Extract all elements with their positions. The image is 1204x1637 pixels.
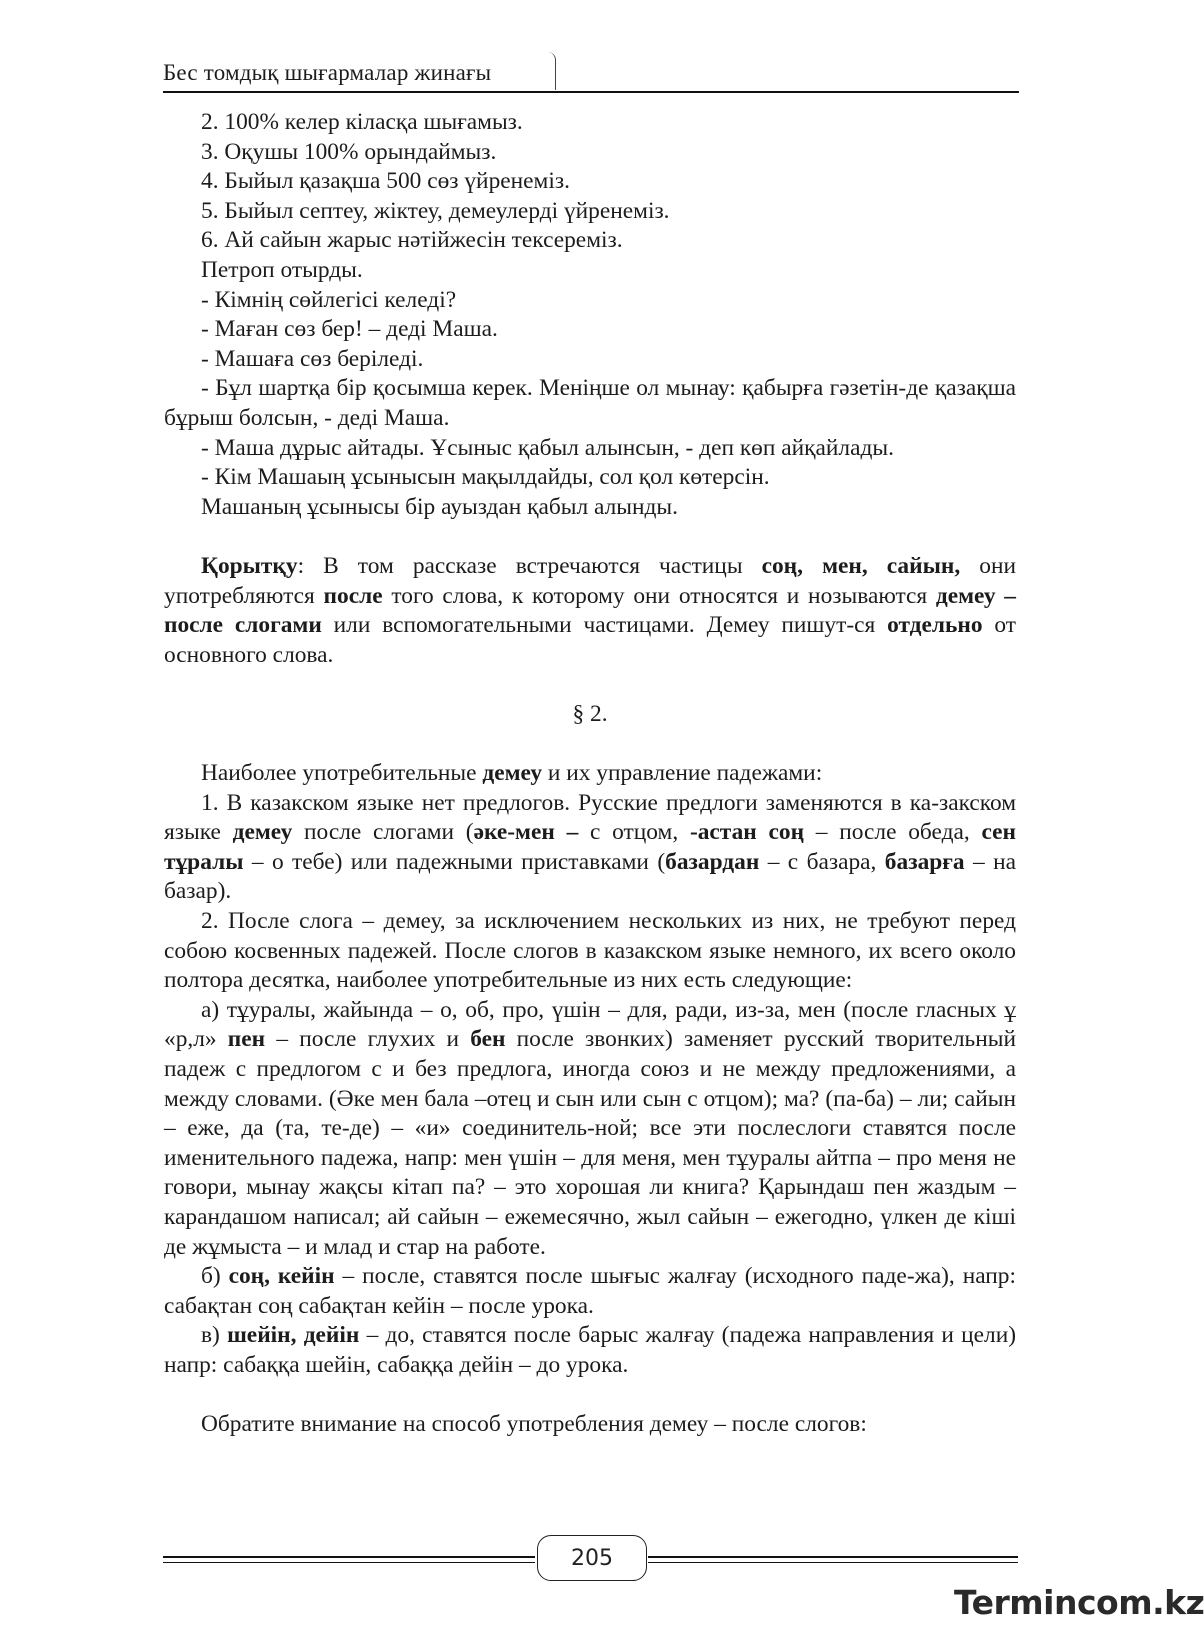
rule-paragraph-2: 2. После слога – демеу, за исключением нескольких из них, не требуют перед собою косвенных падежей. После слогов в казакском языке немного, их всего около полтора десятка, наиболее употребительные из них есть следующие:	[164, 908, 1016, 994]
header-rule	[163, 91, 1019, 93]
dialogue-line: - Кімнің сөйлегісі келеді?	[201, 286, 457, 313]
text-line: 4. Быйыл қазақша 500 сөз үйренеміз.	[201, 168, 570, 195]
text-line: 3. Оқушы 100% орындаймыз.	[201, 138, 497, 165]
rule-item-c: в) шейін, дейін – до, ставятся после барыс жалғау (падежа направления и цели) напр: сабаққа шейін, сабаққа дейін – до урока.	[164, 1322, 1016, 1378]
intro-paragraph: Наиболее употребительные демеу и их управление падежами:	[201, 760, 823, 787]
page-body	[164, 108, 1016, 1440]
footer-rule-right	[648, 1556, 1018, 1563]
conclusion-term: Қорытқу	[201, 552, 298, 579]
section-heading: § 2.	[572, 700, 608, 727]
page-number: 205	[537, 1535, 647, 1581]
rule-paragraph-1: 1. В казакском языке нет предлогов. Русские предлоги заменяются в ка-закском языке демеу после слогами (әке-мен – с отцом, -астан соң – после обеда, сен тұралы – о тебе) или падежными приставками (базардан – с базара, базарға – на базар).	[164, 789, 1016, 905]
text-line: Машаның ұсынысы бір ауыздан қабыл алынды.	[201, 493, 678, 520]
dialogue-line: - Маша дұрыс айтады. Ұсыныс қабыл алынсын, - деп көп айқайлады.	[201, 434, 894, 461]
text-line: 6. Ай сайын жарыс нәтійжесін тексереміз.	[201, 227, 623, 254]
conclusion-paragraph: Қорытқу: В том рассказе встречаются частицы соң, мен, сайын, они употребляются после того слова, к которому они относятся и нозываются демеу – после слогами или вспомогательными частицами. Демеу пишут-ся отдельно от основного слова.	[164, 552, 1016, 668]
footer-rule-left	[163, 1556, 535, 1563]
text-line: 2. 100% келер кіласқа шығамыз.	[201, 109, 523, 135]
dialogue-line: - Машаға сөз беріледі.	[201, 345, 424, 372]
closing-line: Обратите внимание на способ употребления демеу – после слогов:	[201, 1411, 867, 1438]
watermark-logo: Termincom.kz	[954, 1583, 1204, 1622]
running-header: Бес томдық шығармалар жинағы	[163, 60, 492, 85]
dialogue-line: - Бұл шартқа бір қосымша керек. Меніңше ол мынау: қабырға гәзетін-де қазақша бұрыш болсын, - деді Маша.	[164, 375, 1016, 431]
rule-item-a: а) тұуралы, жайында – о, об, про, үшін – для, ради, из-за, мен (после гласных ұ «р,л» пен – после глухих и бен после звонких) заменяет русский творительный падеж с предлогом с и без предлога, иногда союз и не между предложениями, а между словами. (Әке мен бала –отец и сын или сын с отцом); ма? (па-ба) – ли; сайын – еже, да (та, те-де) – «и» соединитель-ной; все эти послеслоги ставятся после именительного падежа, напр: мен үшін – для меня, мен тұуралы айтпа – про меня не говори, мынау жақсы кітап па? – это хорошая ли книга? Қарындаш пен жаздым – карандашом написал; ай сайын – ежемесячно, жыл сайын – ежегодно, үлкен де кіші де жұмыста – и млад и стар на работе.	[164, 996, 1016, 1260]
text-line: 5. Быйыл септеу, жіктеу, демеулерді үйренеміз.	[201, 197, 670, 224]
dialogue-line: - Маған сөз бер! – деді Маша.	[201, 316, 498, 343]
dialogue-line: - Кім Машаың ұсынысын мақылдайды, сол қол көтерсін.	[201, 464, 770, 491]
text-line: Петроп отырды.	[201, 256, 363, 283]
rule-item-b: б) соң, кейін – после, ставятся после шығыс жалғау (исходного паде-жа), напр: сабақтан соң сабақтан кейін – после урока.	[164, 1263, 1016, 1319]
